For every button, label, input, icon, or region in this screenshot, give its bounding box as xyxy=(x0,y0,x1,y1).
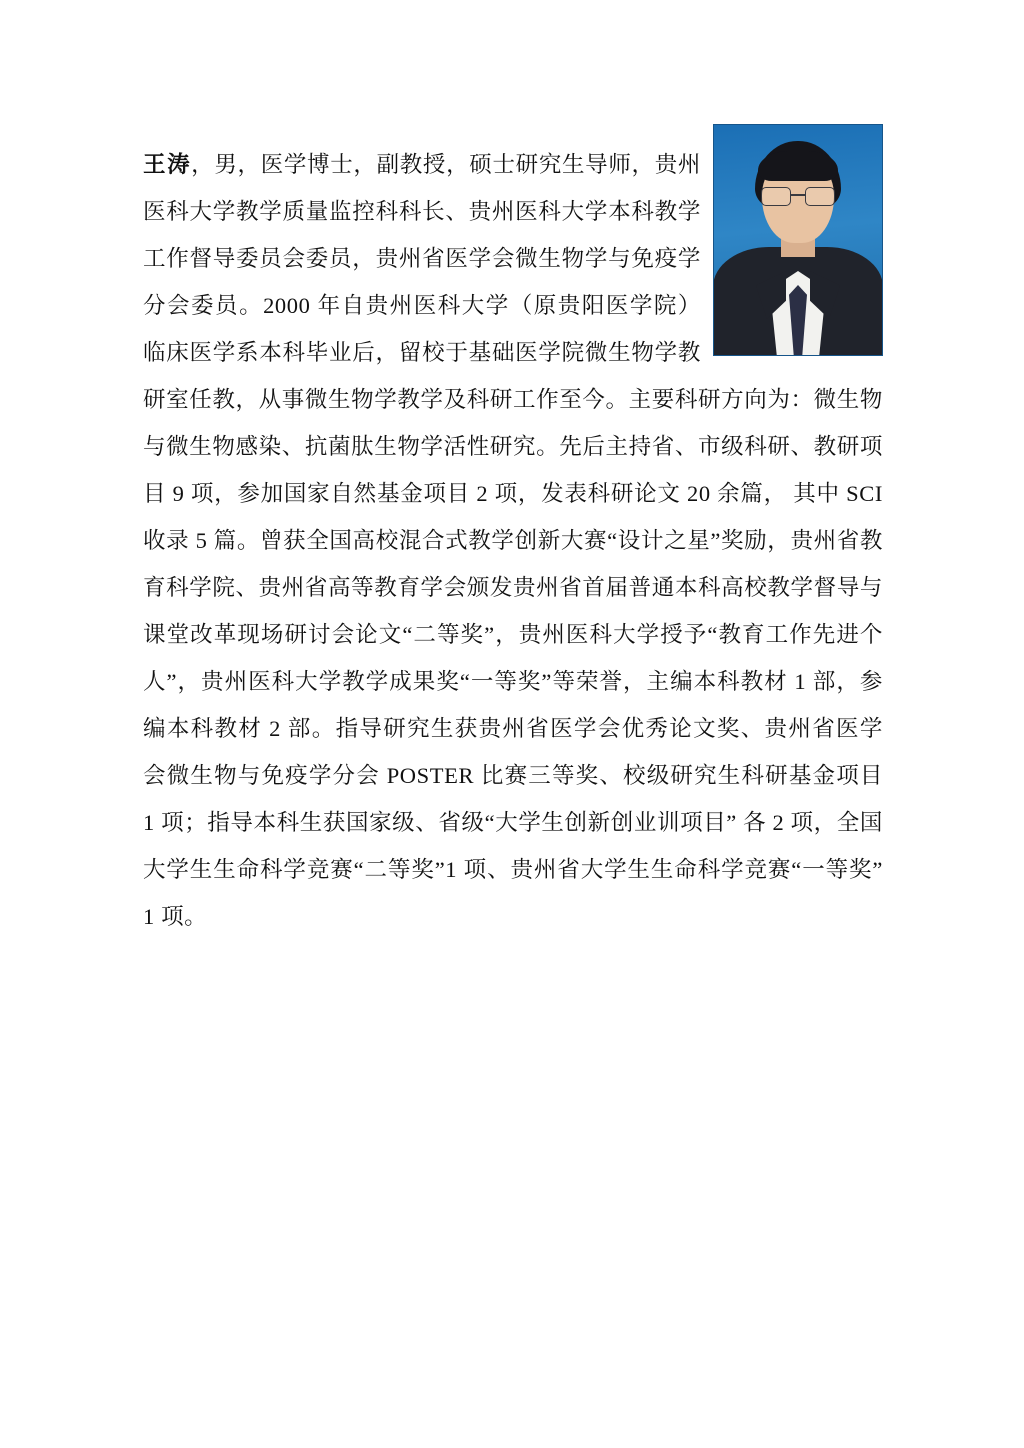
biography-text-part2: 于基础医学院微生物学教研室任教，从事微生物学教学及科研工作至今。主要科研方向为：微生物与微生物感染、抗菌肽生物学活性研究。先后主持省、市级科研、教研项目 9 项，参加国家自然基金项目 2 项，发表科研论文 20 余篇， 其中 SCI 收录 5 篇。曾获全国高校混合式教学创新大赛“设计之星”奖励，贵州省教育科学院、贵州省高等教育学会颁发贵州省首届普通本科高校教学督导与课堂改革现场研讨会论文“二等奖”，贵州医科大学授予“教育工作先进个人”，贵州医科大学教学成果奖“一等奖”等荣誉，主编本科教材 1 部，参编本科教材 2 部。指导研究生获贵州省医学会优秀论文奖、贵州省医学会微生物与免疫学分会 POSTER 比赛三等奖、校级研究生科研基金项目 1 项；指导本科生获国家级、省级“大学生创新创业训项目” 各 2 项，全国大学生生命科学竞赛“二等奖”1 项、贵州省大学生生命科学竞赛“一等奖”1 项。 xyxy=(143,339,883,929)
portrait-glasses xyxy=(760,187,836,205)
portrait-fringe xyxy=(758,151,838,181)
portrait-photo xyxy=(713,124,883,356)
biography-text-part1: ，男，医学博士，副教授，硕士研究生导师，贵州医科大学教学质量监控科科长、贵州医科大学本科教学工作督导委员会委员，贵州省医学会微生物学与免疫学分会委员。2000 年自贵州医科大学（原贵阳医学院）临床医学系本科毕业后，留校 xyxy=(143,151,701,365)
glasses-lens-left xyxy=(761,187,791,206)
glasses-bridge xyxy=(791,194,805,196)
person-name: 王涛 xyxy=(143,151,192,177)
profile-block xyxy=(143,118,883,962)
glasses-lens-right xyxy=(805,187,835,206)
